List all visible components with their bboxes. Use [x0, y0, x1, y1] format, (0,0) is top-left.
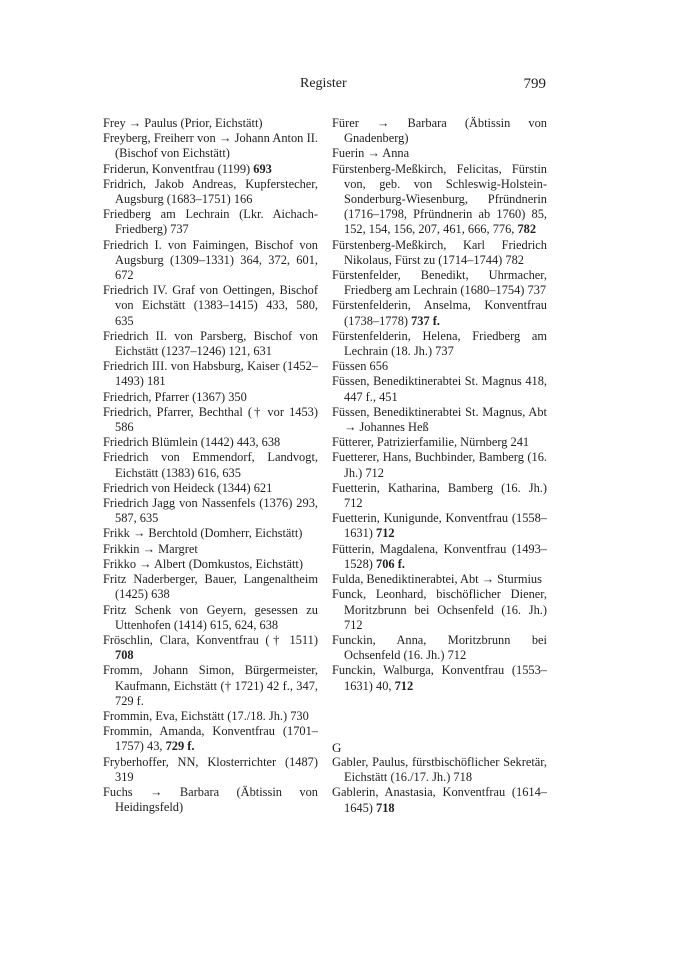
index-entry	[332, 633, 547, 663]
index-entry	[332, 268, 547, 298]
entry-text: Fürstenfelderin, Anselma, Konventfrau (1738–1778)	[332, 298, 547, 328]
entry-text: Fulda, Benediktinerabtei, Abt → Sturmius	[332, 572, 542, 587]
index-entries-right	[332, 116, 547, 816]
index-entry	[103, 481, 318, 496]
index-entry	[103, 207, 318, 237]
entry-text: Fürstenberg-Meßkirch, Felicitas, Fürstin von, geb. von Schleswig-Holstein-Sonderburg-Wiesenburg, Pfründnerin (1716–1798, Pfründnerin ab 1760) 85, 152, 154, 156, 207, 461, 666, 776,	[332, 161, 547, 237]
bold-page-reference: 712	[376, 526, 395, 541]
entry-text: Friedrich Jagg von Nassenfels (1376) 293, 587, 635	[103, 496, 318, 526]
entry-text: Friderun, Konventfrau (1199)	[103, 161, 254, 176]
index-entry	[103, 496, 318, 526]
entry-text: Funck, Leonhard, bischöflicher Diener, Moritzbrunn bei Ochsenfeld (16. Jh.) 712	[332, 587, 547, 632]
running-header	[0, 76, 700, 98]
entry-text: Friedrich, Pfarrer, Bechthal († vor 1453) 586	[103, 404, 318, 435]
index-entry	[332, 663, 547, 693]
bold-page-reference: 737 f.	[411, 313, 441, 328]
index-entry	[103, 526, 318, 541]
index-entry	[332, 435, 547, 450]
index-entry	[332, 298, 547, 328]
bold-page-reference: 782	[517, 222, 537, 237]
entry-text: Friedrich von Heideck (1344) 621	[103, 480, 273, 495]
index-entry	[103, 785, 318, 815]
index-column-right	[332, 116, 547, 816]
entry-text: Frey → Paulus (Prior, Eichstätt)	[103, 116, 263, 130]
index-entry	[103, 633, 318, 663]
index-entry	[103, 238, 318, 284]
entry-text: Frommin, Eva, Eichstätt (17./18. Jh.) 730	[103, 708, 309, 723]
index-column-left	[103, 116, 318, 815]
index-entry	[103, 557, 318, 572]
entry-text: Friedberg am Lechrain (Lkr. Aichach-Friedberg) 737	[103, 207, 318, 237]
index-entry	[103, 709, 318, 724]
entry-text: Fuchs → Barbara (Äbtissin von Heidingsfeld)	[103, 784, 318, 815]
index-entry	[332, 587, 547, 633]
index-entry	[103, 405, 318, 435]
entry-text: Fürer → Barbara (Äbtissin von Gnadenberg)	[332, 116, 547, 146]
entry-text: Fuetterin, Katharina, Bamberg (16. Jh.) 712	[332, 480, 547, 511]
index-entry	[332, 542, 547, 572]
entry-text: Frikk → Berchtold (Domherr, Eichstätt)	[103, 526, 303, 541]
bold-page-reference: 708	[115, 648, 134, 663]
running-title: Register	[300, 76, 347, 91]
entry-text: Friedrich I. von Faimingen, Bischof von Augsburg (1309–1331) 364, 372, 601, 672	[103, 237, 318, 283]
index-entry	[332, 511, 547, 541]
entry-text: Füssen, Benediktinerabtei St. Magnus, Abt → Johannes Heß	[332, 404, 547, 435]
entry-text: Fütterer, Patrizierfamilie, Nürnberg 241	[332, 435, 530, 450]
index-entries-left	[103, 116, 318, 815]
entry-text: Fryberhoffer, NN, Klosterrichter (1487) 319	[103, 754, 318, 784]
entry-text: Funckin, Walburga, Konventfrau (1553–1631) 40,	[332, 663, 547, 693]
index-entry	[103, 542, 318, 557]
entry-text: Friedrich Blümlein (1442) 443, 638	[103, 435, 281, 450]
index-entry	[332, 755, 547, 785]
entry-text: Fromm, Johann Simon, Bürgermeister, Kaufmann, Eichstätt († 1721) 42 f., 347, 729 f.	[103, 663, 318, 708]
entry-text: Fürstenberg-Meßkirch, Karl Friedrich Nikolaus, Fürst zu (1714–1744) 782	[332, 237, 547, 267]
index-entry	[103, 131, 318, 161]
entry-text: Füssen 656	[332, 359, 389, 374]
bold-page-reference: 712	[394, 678, 414, 693]
index-entry	[332, 329, 547, 359]
letter-heading: G	[332, 739, 342, 755]
index-entry	[103, 755, 318, 785]
bold-page-reference: 693	[253, 161, 272, 176]
index-entry	[332, 481, 547, 511]
index-entry	[103, 603, 318, 633]
index-entry	[332, 572, 547, 587]
bold-page-reference: 706 f.	[376, 556, 405, 571]
index-entry	[103, 177, 318, 207]
entry-text: Friedrich II. von Parsberg, Bischof von Eichstätt (1237–1246) 121, 631	[103, 328, 318, 359]
entry-text: Fuerin → Anna	[332, 146, 410, 161]
entry-text: Fritz Naderberger, Bauer, Langenaltheim (1425) 638	[103, 572, 318, 602]
index-entry	[103, 162, 318, 177]
bold-page-reference: 729 f.	[165, 739, 195, 754]
entry-text: Friedrich von Emmendorf, Landvogt, Eichstätt (1383) 616, 635	[103, 450, 318, 480]
index-entry	[103, 283, 318, 329]
entry-text: Fridrich, Jakob Andreas, Kupferstecher, Augsburg (1683–1751) 166	[103, 176, 318, 207]
index-entry	[103, 359, 318, 389]
page-number: 799	[523, 76, 546, 92]
entry-text: Gablerin, Anastasia, Konventfrau (1614–1645)	[332, 785, 547, 815]
index-entry	[332, 405, 547, 435]
entry-text: Füssen, Benediktinerabtei St. Magnus 418, 447 f., 451	[332, 374, 547, 404]
index-entry	[332, 450, 547, 480]
entry-text: Friedrich, Pfarrer (1367) 350	[103, 389, 247, 404]
index-entry	[103, 572, 318, 602]
index-entry	[103, 116, 318, 131]
index-entry	[103, 724, 318, 754]
entry-text: Freyberg, Freiherr von → Johann Anton II. (Bischof von Eichstätt)	[103, 131, 318, 161]
entry-text: Fuetterer, Hans, Buchbinder, Bamberg (16. Jh.) 712	[332, 450, 547, 480]
index-entry	[332, 374, 547, 404]
index-entry	[332, 116, 547, 146]
entry-text: Fritz Schenk von Geyern, gesessen zu Uttenhofen (1414) 615, 624, 638	[103, 602, 318, 632]
entry-text: Funckin, Anna, Moritzbrunn bei Ochsenfeld (16. Jh.) 712	[332, 632, 547, 663]
entry-text: Gabler, Paulus, fürstbischöflicher Sekretär, Eichstätt (16./17. Jh.) 718	[332, 754, 547, 785]
bold-page-reference: 718	[376, 800, 395, 815]
index-entry	[103, 663, 318, 709]
index-entry	[332, 785, 547, 815]
index-entry	[103, 329, 318, 359]
entry-text: Fröschlin, Clara, Konventfrau († 1511)	[103, 632, 318, 647]
entry-text: Fürstenfelder, Benedikt, Uhrmacher, Friedberg am Lechrain (1680–1754) 737	[332, 268, 547, 298]
index-entry	[103, 450, 318, 480]
entry-text: Friedrich III. von Habsburg, Kaiser (1452–1493) 181	[103, 359, 318, 389]
index-entry	[103, 435, 318, 450]
index-entry	[103, 390, 318, 405]
index-entry	[332, 162, 547, 238]
entry-text: Fuetterin, Kunigunde, Konventfrau (1558–1631)	[332, 511, 547, 541]
entry-text: Fürstenfelderin, Helena, Friedberg am Lechrain (18. Jh.) 737	[332, 328, 547, 359]
entry-text: Frikko → Albert (Domkustos, Eichstätt)	[103, 556, 303, 571]
index-entry	[332, 359, 547, 374]
entry-text: Frommin, Amanda, Konventfrau (1701–1757) 43,	[103, 724, 318, 754]
index-entry	[332, 146, 547, 161]
entry-text: Friedrich IV. Graf von Oettingen, Bischof von Eichstätt (1383–1415) 433, 580, 635	[103, 283, 318, 328]
entry-text: Frikkin → Margret	[103, 541, 198, 556]
entry-text: Fütterin, Magdalena, Konventfrau (1493–1528)	[332, 541, 547, 571]
index-entry	[332, 238, 547, 268]
